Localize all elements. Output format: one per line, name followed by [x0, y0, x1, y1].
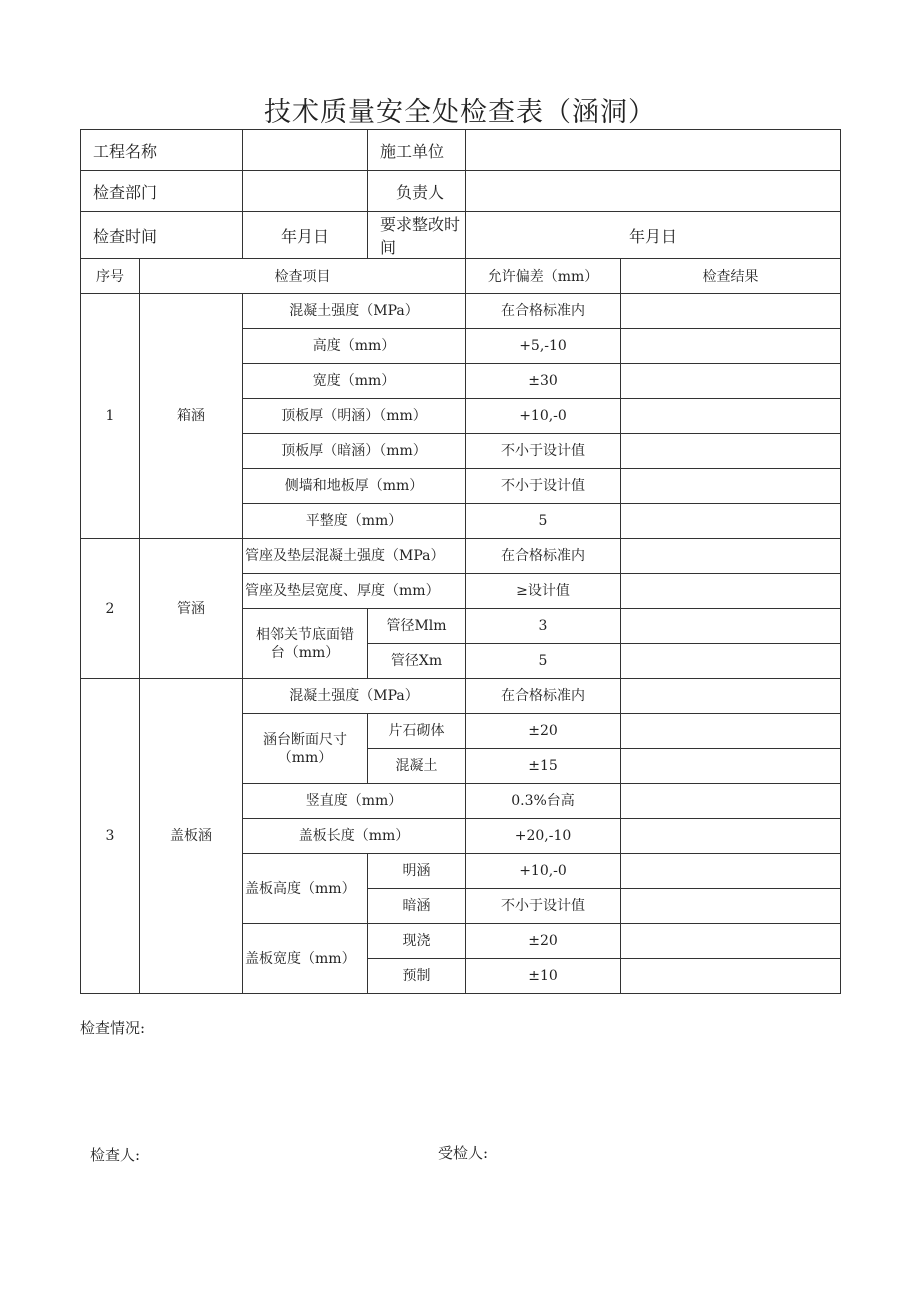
tolerance-value: ≥设计值 — [466, 574, 621, 609]
inspection-time-field[interactable]: 年月日 — [243, 212, 368, 259]
project-name-field[interactable] — [243, 130, 368, 171]
result-cell[interactable] — [621, 889, 841, 924]
item-label: 管座及垫层宽度、厚度（mm） — [243, 574, 466, 609]
result-cell[interactable] — [621, 644, 841, 679]
tolerance-value: ±20 — [466, 924, 621, 959]
tolerance-value: +10,-0 — [466, 854, 621, 889]
tolerance-value: +10,-0 — [466, 399, 621, 434]
inspection-situation-label: 检查情况: — [80, 1019, 146, 1037]
tolerance-value: ±15 — [466, 749, 621, 784]
tolerance-value: 3 — [466, 609, 621, 644]
result-cell[interactable] — [621, 574, 841, 609]
result-cell[interactable] — [621, 329, 841, 364]
subgroup-label: 盖板高度（mm） — [243, 854, 368, 924]
tolerance-value: 5 — [466, 644, 621, 679]
tolerance-value: 在合格标准内 — [466, 294, 621, 329]
item-label: 平整度（mm） — [243, 504, 466, 539]
col-tolerance-header: 允许偏差（mm） — [466, 259, 621, 294]
header-row-project — [81, 130, 841, 171]
result-cell[interactable] — [621, 364, 841, 399]
group-2-seq: 2 — [81, 539, 140, 679]
subgroup-label: 相邻关节底面错台（mm） — [243, 609, 368, 679]
tolerance-value: 不小于设计值 — [466, 434, 621, 469]
result-cell[interactable] — [621, 434, 841, 469]
result-cell[interactable] — [621, 469, 841, 504]
table-row — [81, 294, 841, 329]
result-cell[interactable] — [621, 819, 841, 854]
tolerance-value: +5,-10 — [466, 329, 621, 364]
inspection-dept-label: 检查部门 — [81, 171, 243, 212]
result-cell[interactable] — [621, 784, 841, 819]
tolerance-value: 在合格标准内 — [466, 679, 621, 714]
tolerance-value: 不小于设计值 — [466, 889, 621, 924]
item-label: 竖直度（mm） — [243, 784, 466, 819]
item-label: 暗涵 — [368, 889, 466, 924]
tolerance-value: 0.3%台高 — [466, 784, 621, 819]
item-label: 片石砌体 — [368, 714, 466, 749]
item-label: 侧墙和地板厚（mm） — [243, 469, 466, 504]
inspectee-label: 受检人: — [438, 1144, 489, 1162]
item-label: 现浇 — [368, 924, 466, 959]
result-cell[interactable] — [621, 679, 841, 714]
inspection-dept-field[interactable] — [243, 171, 368, 212]
tolerance-value: ±10 — [466, 959, 621, 994]
inspection-table — [80, 129, 841, 994]
col-result-header: 检查结果 — [621, 259, 841, 294]
tolerance-value: +20,-10 — [466, 819, 621, 854]
result-cell[interactable] — [621, 294, 841, 329]
item-label: 盖板长度（mm） — [243, 819, 466, 854]
item-label: 混凝土强度（MPa） — [243, 679, 466, 714]
rectify-time-label: 要求整改时间 — [368, 212, 466, 259]
inspector-label: 检查人: — [90, 1146, 141, 1164]
col-seq-header: 序号 — [81, 259, 140, 294]
group-1-seq: 1 — [81, 294, 140, 539]
result-cell[interactable] — [621, 924, 841, 959]
item-label: 高度（mm） — [243, 329, 466, 364]
item-label: 顶板厚（明涵）（mm） — [243, 399, 466, 434]
result-cell[interactable] — [621, 854, 841, 889]
tolerance-value: 5 — [466, 504, 621, 539]
table-row — [81, 679, 841, 714]
item-label: 顶板厚（暗涵）（mm） — [243, 434, 466, 469]
tolerance-value: 不小于设计值 — [466, 469, 621, 504]
item-label: 管径Mlm — [368, 609, 466, 644]
result-cell[interactable] — [621, 609, 841, 644]
construction-unit-field[interactable] — [466, 130, 841, 171]
group-3-seq: 3 — [81, 679, 140, 994]
item-label: 管径Xm — [368, 644, 466, 679]
result-cell[interactable] — [621, 959, 841, 994]
header-row-time — [81, 212, 841, 259]
table-row — [81, 539, 841, 574]
header-row-dept — [81, 171, 841, 212]
col-item-header: 检查项目 — [140, 259, 466, 294]
subgroup-label: 涵台断面尺寸（mm） — [243, 714, 368, 784]
item-label: 宽度（mm） — [243, 364, 466, 399]
item-label: 混凝土强度（MPa） — [243, 294, 466, 329]
item-label: 混凝土 — [368, 749, 466, 784]
inspection-time-label: 检查时间 — [81, 212, 243, 259]
group-2-name: 管涵 — [140, 539, 243, 679]
result-cell[interactable] — [621, 714, 841, 749]
result-cell[interactable] — [621, 539, 841, 574]
responsible-field[interactable] — [466, 171, 841, 212]
rectify-time-field[interactable]: 年月日 — [466, 212, 841, 259]
item-label: 管座及垫层混凝土强度（MPa） — [243, 539, 466, 574]
construction-unit-label: 施工单位 — [368, 130, 466, 171]
tolerance-value: 在合格标准内 — [466, 539, 621, 574]
group-1-name: 箱涵 — [140, 294, 243, 539]
group-3-name: 盖板涵 — [140, 679, 243, 994]
result-cell[interactable] — [621, 504, 841, 539]
tolerance-value: ±20 — [466, 714, 621, 749]
project-name-label: 工程名称 — [81, 130, 243, 171]
item-label: 预制 — [368, 959, 466, 994]
item-label: 明涵 — [368, 854, 466, 889]
result-cell[interactable] — [621, 749, 841, 784]
page-title: 技术质量安全处检查表（涵洞） — [264, 97, 656, 128]
result-cell[interactable] — [621, 399, 841, 434]
responsible-label: 负责人 — [368, 171, 466, 212]
column-header-row — [81, 259, 841, 294]
tolerance-value: ±30 — [466, 364, 621, 399]
subgroup-label: 盖板宽度（mm） — [243, 924, 368, 994]
